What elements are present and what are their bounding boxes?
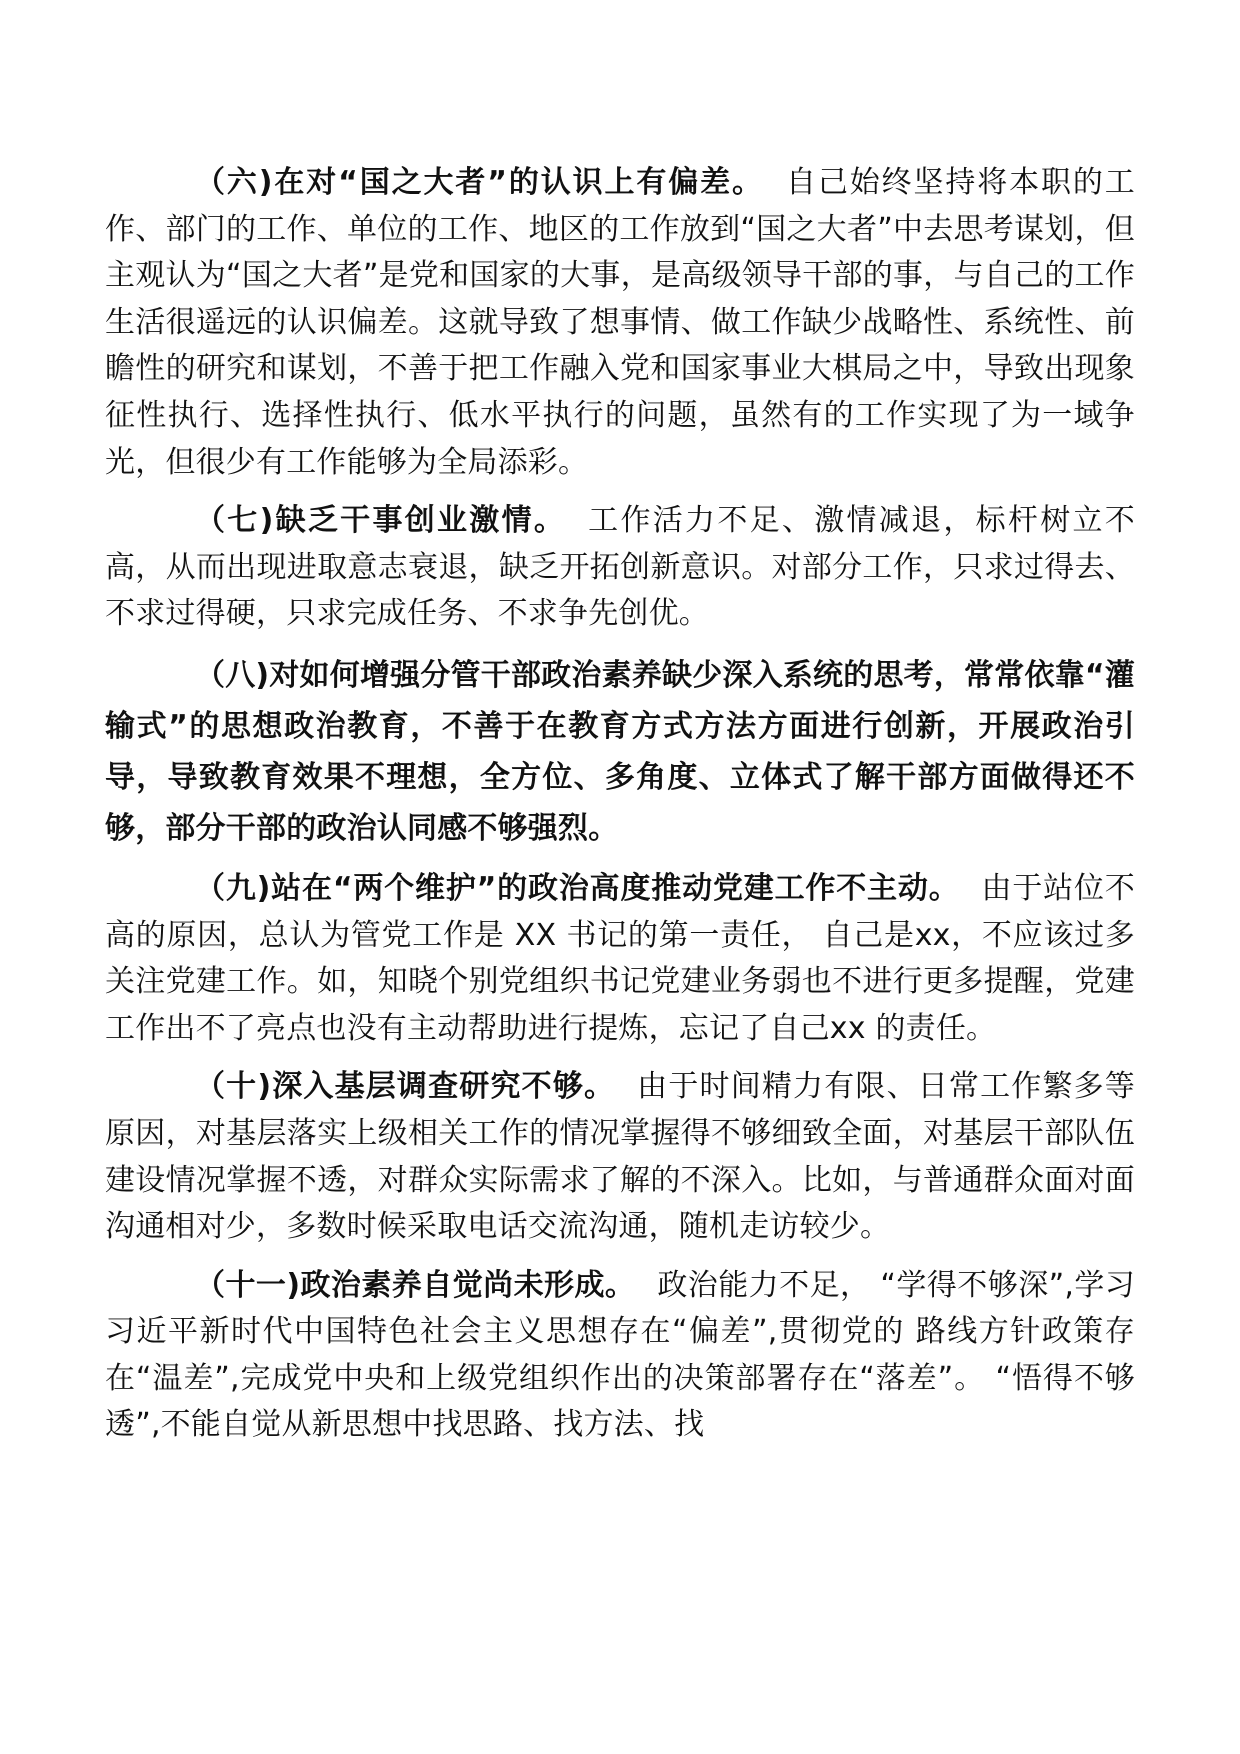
section-11-text: 政治能力不足， “学得不够深”,学习习近平新时代中国特色社会主义思想存在“偏差”,贯彻党的 路线方针政策存在“温差”,完成党中央和上级党组织作出的决策部署存在“落差”。 “悟得不够透”,不能自觉从新思想中找思路、找方法、找: [105, 1267, 1135, 1443]
section-7-heading: （七)缺乏干事创业激情。: [195, 503, 567, 539]
section-6-paragraph: [105, 160, 1135, 486]
section-10-text: 由于时间精力有限、日常工作繁多等原因，对基层落实上级相关工作的情况掌握得不够细致全面，对基层干部队伍建设情况掌握不透，对群众实际需求了解的不深入。比如，与普通群众面对面沟通相对少，多数时候采取电话交流沟通，随机走访较少。: [105, 1069, 1135, 1245]
section-7-text: 工作活力不足、激情减退，标杆树立不高，从而出现进取意志衰退，缺乏开拓创新意识。对部分工作，只求过得去、不求过得硬，只求完成任务、不求争先创优。: [105, 503, 1135, 632]
section-11-paragraph: [105, 1263, 1135, 1449]
section-10-paragraph: [105, 1064, 1135, 1250]
section-8-paragraph: [105, 650, 1135, 854]
section-10-heading: （十)深入基层调查研究不够。: [195, 1069, 616, 1105]
section-9-paragraph: [105, 866, 1135, 1052]
section-9-heading: （九)站在“两个维护”的政治高度推动党建工作不主动。: [195, 870, 960, 906]
document-body: [105, 160, 1135, 1449]
section-6-heading: （六)在对“国之大者”的认识上有偏差。: [195, 165, 764, 200]
section-8-text: （八)对如何增强分管干部政治素养缺少深入系统的思考，常常依靠“灌输式”的思想政治教育，不善于在教育方式方法方面进行创新，开展政治引导，导致教育效果不理想，全方位、多角度、立体式了解干部方面做得还不够，部分干部的政治认同感不够强烈。: [105, 657, 1135, 846]
section-11-heading: （十一)政治素养自觉尚未形成。: [195, 1267, 636, 1303]
section-7-paragraph: [105, 498, 1135, 638]
section-9-text: 由于站位不高的原因，总认为管党工作是 XX 书记的第一责任， 自己是xx，不应该过多关注党建工作。如，知晓个别党组织书记党建业务弱也不进行更多提醒，党建工作出不了亮点也没有主动帮助进行提炼，忘记了自己xx 的责任。: [105, 870, 1136, 1046]
section-6-text: 自己始终坚持将本职的工作、部门的工作、单位的工作、地区的工作放到“国之大者”中去思考谋划，但主观认为“国之大者”是党和国家的大事，是高级领导干部的事，与自己的工作生活很遥远的认识偏差。这就导致了想事情、做工作缺少战略性、系统性、前瞻性的研究和谋划，不善于把工作融入党和国家事业大棋局之中，导致出现象征性执行、选择性执行、低水平执行的问题，虽然有的工作实现了为一域争光，但很少有工作能够为全局添彩。: [105, 165, 1135, 480]
